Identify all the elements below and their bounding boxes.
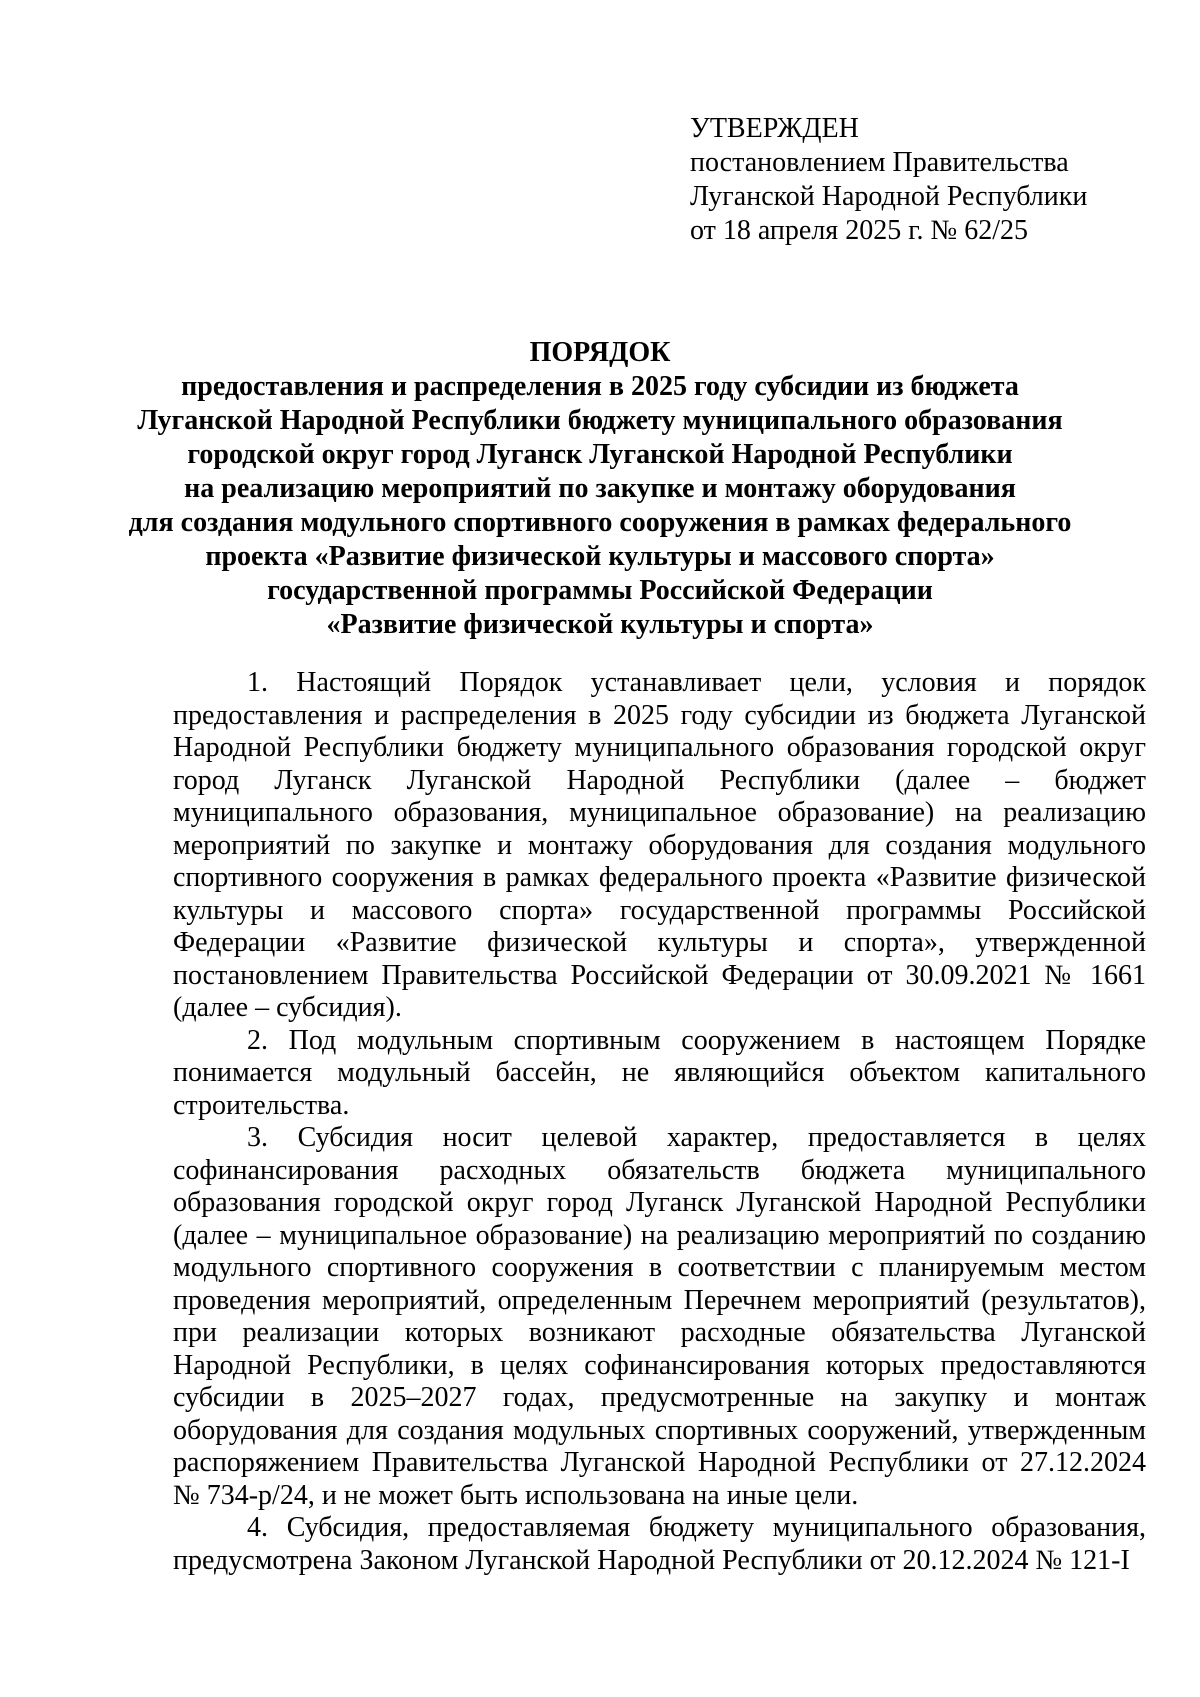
paragraph-2: 2. Под модульным спортивным сооружением в настоящем Порядке понимается модульный бассейн, не являющийся объектом капитального строительства.: [173, 1024, 1146, 1121]
title-line: городской округ город Луганск Луганской Народной Республики: [187, 439, 1013, 470]
document-title: [120, 336, 1080, 642]
title-line: государственной программы Российской Федерации: [267, 575, 933, 606]
approval-status: УТВЕРЖДЕН: [690, 113, 859, 144]
approval-government: Луганской Народной Республики: [690, 181, 1088, 212]
title-line: проекта «Развитие физической культуры и массового спорта»: [205, 541, 995, 572]
approval-stamp: [690, 112, 1087, 248]
document-body: [173, 667, 1146, 1577]
title-line: на реализацию мероприятий по закупке и монтажу оборудования: [184, 473, 1016, 504]
paragraph-1: 1. Настоящий Порядок устанавливает цели, условия и порядок предоставления и распределения в 2025 году субсидии из бюджета Луганской Народной Республики бюджету муниципального образования городской округ город Луганск Луганской Народной Республики (далее – бюджет муниципального образования, муниципальное образование) на реализацию мероприятий по закупке и монтажу оборудования для создания модульного спортивного сооружения в рамках федерального проекта «Развитие физической культуры и массового спорта» государственной программы Российской Федерации «Развитие физической культуры и спорта», утвержденной постановлением Правительства Российской Федерации от 30.09.2021 № 1661 (далее – субсидия).: [173, 667, 1146, 1023]
approval-authority: постановлением Правительства: [690, 147, 1069, 178]
approval-date-number: от 18 апреля 2025 г. № 62/25: [690, 215, 1029, 246]
title-line: предоставления и распределения в 2025 году субсидии из бюджета: [181, 371, 1019, 402]
title-line: Луганской Народной Республики бюджету муниципального образования: [137, 405, 1063, 436]
paragraph-3: 3. Субсидия носит целевой характер, предоставляется в целях софинансирования расходных обязательств бюджета муниципального образования городской округ город Луганск Луганской Народной Республики (далее – муниципальное образование) на реализацию мероприятий по созданию модульного спортивного сооружения в соответствии с планируемым местом проведения мероприятий, определенным Перечнем мероприятий (результатов), при реализации которых возникают расходные обязательства Луганской Народной Республики, в целях софинансирования которых предоставляются субсидии в 2025–2027 годах, предусмотренные на закупку и монтаж оборудования для создания модульных спортивных сооружений, утвержденным распоряжением Правительства Луганской Народной Республики от 27.12.2024 № 734-р/24, и не может быть использована на иные цели.: [173, 1122, 1146, 1511]
paragraph-4: 4. Субсидия, предоставляемая бюджету муниципального образования, предусмотрена Законом Луганской Народной Республики от 20.12.2024 № 121-I: [173, 1512, 1146, 1576]
title-line: «Развитие физической культуры и спорта»: [326, 609, 874, 640]
title-heading: ПОРЯДОК: [529, 337, 671, 368]
title-line: для создания модульного спортивного сооружения в рамках федерального: [128, 507, 1072, 538]
